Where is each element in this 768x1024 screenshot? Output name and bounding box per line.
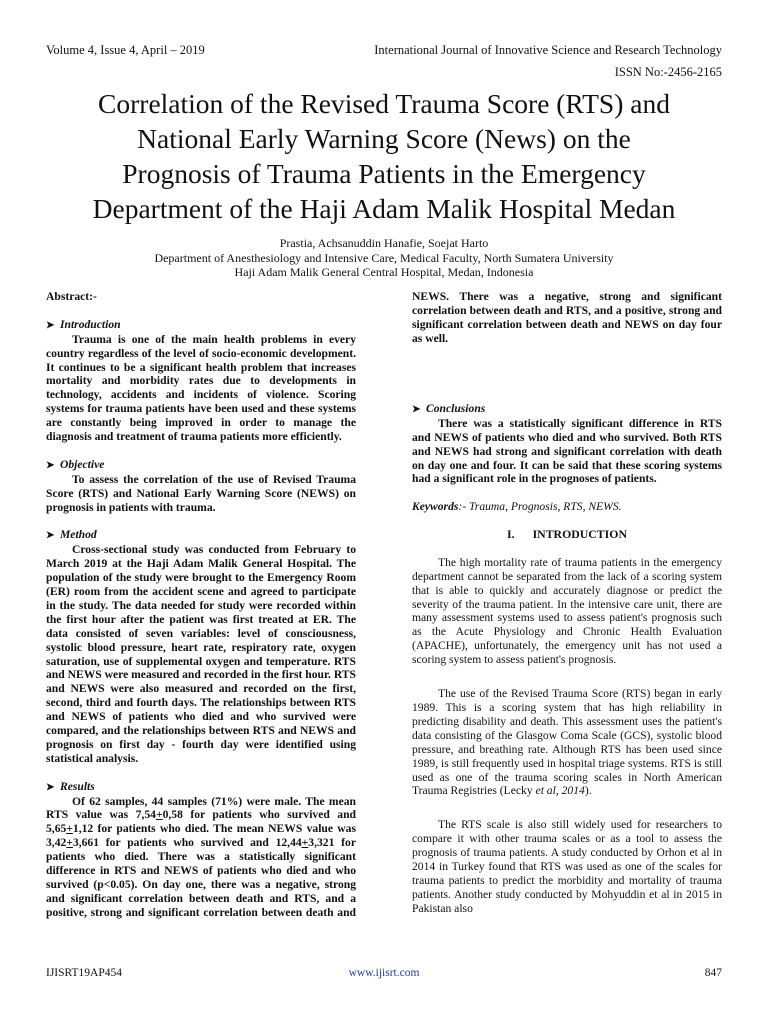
abstract-section-heading: ➤ Conclusions	[412, 401, 486, 415]
page-number: 847	[704, 967, 722, 979]
title-line: Correlation of the Revised Trauma Score (RTS) and	[98, 88, 670, 119]
affiliation: Haji Adam Malik General Central Hospital, Medan, Indonesia	[234, 265, 534, 279]
abstract-section-heading: ➤ Objective	[46, 457, 105, 471]
intro-paragraph: The high mortality rate of trauma patients in the emergency department cannot be separated from the lack of a scoring system that is able to quickly and accurately diagnose or predict the severity of the trauma patient. In the intensive care unit, there are many assessment systems used to assess patient's prognosis such as the Acute Physiology and Chronic Health Evaluation (APACHE), unfortunately, the emergency unit has not used a scoring system to assess patient's prognosis.	[412, 555, 722, 667]
abstract-introduction: Trauma is one of the main health problems in every country regardless of the level of socio-economic development. It continues to be a significant health problem that increases mortality and morbidity rates due to developments in technology, accidents and incidents of violence. Scoring systems for trauma patients have been used and these systems are constantly being improved in order to manage the diagnosis and treatment of trauma patients more efficiently.	[46, 332, 356, 444]
intro-paragraph: The RTS scale is also still widely used for researchers to compare it with other trauma scales or as a tool to assess the prognosis of trauma patients. A study conducted by Orhon et al in 2014 in Turkey found that RTS was used as one of the scales for trauma patients to predict the morbidity and mortality of trauma patients. Another study conducted by Mohyuddin et al in 2015 in Pakistan also	[412, 818, 722, 915]
author-block	[0, 236, 768, 280]
arrow-bullet-icon: ➤	[412, 403, 421, 415]
arrow-bullet-icon: ➤	[46, 459, 55, 471]
journal-name: International Journal of Innovative Science and Research Technology	[374, 43, 722, 57]
issn: ISSN No:-2456-2165	[614, 65, 722, 79]
arrow-bullet-icon: ➤	[46, 319, 55, 331]
paper-title	[30, 86, 738, 226]
title-line: Prognosis of Trauma Patients in the Emergency	[122, 158, 646, 189]
arrow-bullet-icon: ➤	[46, 781, 55, 793]
arrow-bullet-icon: ➤	[46, 530, 55, 542]
title-line: Department of the Haji Adam Malik Hospital Medan	[92, 193, 676, 224]
journal-url-link[interactable]: www.ijisrt.com	[348, 967, 420, 979]
abstract-section-heading: ➤ Introduction	[46, 317, 121, 331]
abstract-method: Cross-sectional study was conducted from February to March 2019 at the Haji Adam Malik General Hospital. The population of the study were brought to the Emergency Room (ER) room from the accident scene and agreed to participate in the study. The data needed for study were recorded within the first hour after the patient was first treated at ER. The data consisted of seven variables: level of consciousness, systolic blood pressure, heart rate, respiratory rate, oxygen saturation, use of supplemental oxygen and temperature. RTS and NEWS were measured and recorded in the first hour. RTS and NEWS were also measured and recorded on the first, second, third and fourth days. The relationships between RTS and NEWS of patients who died and who survived were compared, and the relationships between RTS and NEWS and prognosis on first day - fourth day were identified using statistical analysis.	[46, 543, 356, 765]
abstract-results-continued: NEWS. There was a negative, strong and significant correlation between death and RTS, and a positive, strong and significant correlation between death and NEWS on day four as well.	[412, 290, 722, 345]
keywords: Keywords:- Trauma, Prognosis, RTS, NEWS.	[412, 500, 622, 514]
abstract-section-heading: ➤ Results	[46, 779, 95, 793]
volume-issue: Volume 4, Issue 4, April – 2019	[46, 43, 205, 57]
title-line: National Early Warning Score (News) on the	[137, 123, 631, 154]
abstract-section-heading: ➤ Method	[46, 528, 97, 542]
intro-paragraph: The use of the Revised Trauma Score (RTS) began in early 1989. This is a scoring system that has high reliability in predicting disability and death. This assessment uses the patient's data consisting of the Glasgow Coma Scale (GCS), systolic blood pressure, and breathing rate. Although RTS has been used since 1989, is still frequently used in hospital triage systems. RTS is still used as one of the trauma scoring scales in North American Trauma Registries (Lecky et al, 2014).	[412, 687, 722, 798]
author-names: Prastia, Achsanuddin Hanafie, Soejat Harto	[279, 236, 489, 250]
section-heading: I. INTRODUCTION	[507, 527, 627, 542]
abstract-results: Of 62 samples, 44 samples (71%) were male. The mean RTS value was 7,54+0,58 for patients who survived and 5,65+1,12 for patients who died. The mean NEWS value was 3,42+3,661 for patients who survived and 12,44+3,321 for patients who died. There was a statistically significant difference in RTS and NEWS of patients who died and who survived (p<0.05). On day one, there was a negative, strong and significant correlation between death and RTS, and a positive, strong and significant correlation between death and	[46, 794, 356, 919]
abstract-label: Abstract:-	[46, 290, 97, 303]
left-column	[46, 290, 356, 920]
right-column	[412, 290, 722, 916]
abstract-objective: To assess the correlation of the use of Revised Trauma Score (RTS) and National Early Warning Score (NEWS) on prognosis in patients with trauma.	[46, 472, 356, 514]
paper-code: IJISRT19AP454	[46, 967, 122, 979]
abstract-conclusions: There was a statistically significant difference in RTS and NEWS of patients who died and who survived. Both RTS and NEWS had strong and significant correlation with death on day one and four. It can be said that these scoring systems had a significant role in the prognoses of patients.	[412, 416, 722, 486]
affiliation: Department of Anesthesiology and Intensive Care, Medical Faculty, North Sumatera University	[154, 250, 614, 265]
